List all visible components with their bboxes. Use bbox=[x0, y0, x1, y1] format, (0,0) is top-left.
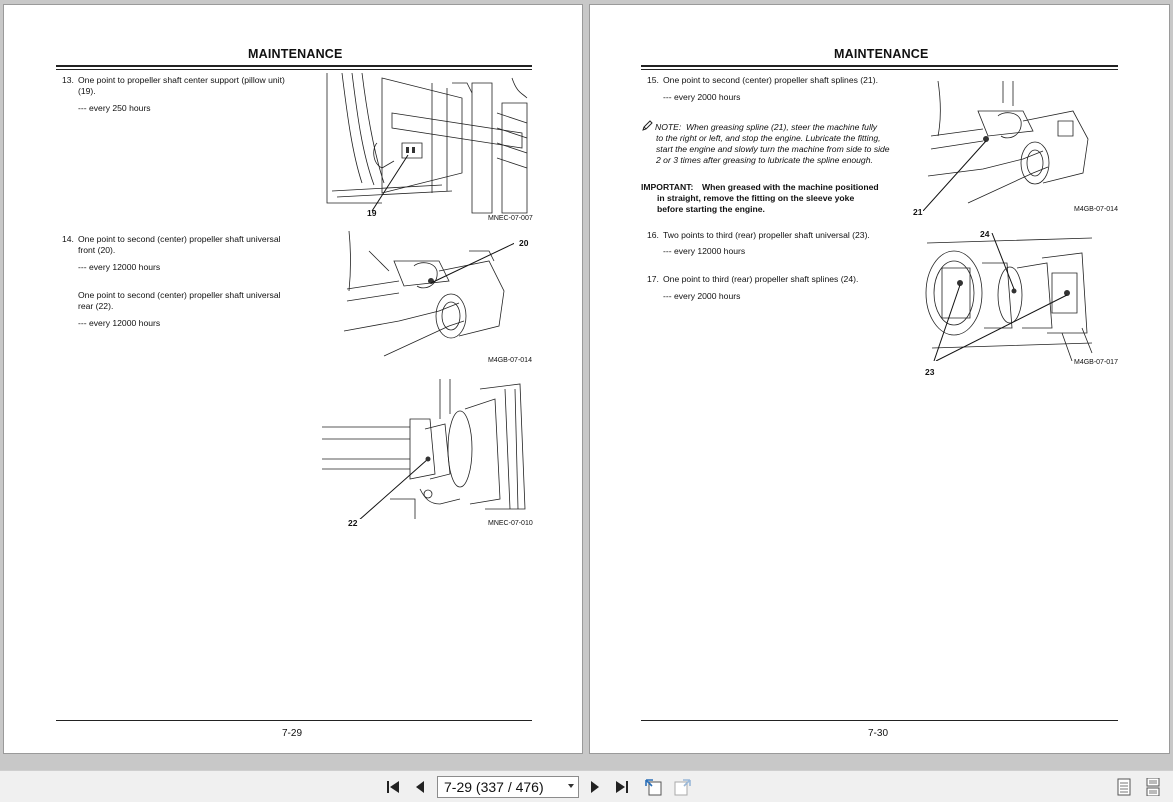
page-indicator-text: 7-29 (337 / 476) bbox=[444, 779, 544, 795]
page-header-title: MAINTENANCE bbox=[834, 47, 929, 61]
item-17-number: 17. bbox=[647, 274, 659, 284]
chevron-down-icon bbox=[568, 784, 574, 788]
figure-caption: M4GB-07-014 bbox=[488, 357, 532, 364]
header-rule-thin bbox=[641, 69, 1118, 70]
figure-rear-universal-splines-drawing bbox=[922, 233, 1097, 361]
item-16-text: Two points to third (rear) propeller shaft universal (23). bbox=[663, 230, 870, 240]
item-13-interval: --- every 250 hours bbox=[78, 103, 151, 113]
item-15-interval: --- every 2000 hours bbox=[663, 92, 741, 102]
important-text: in straight, remove the fitting on the sleeve yoke bbox=[657, 193, 855, 203]
viewer-toolbar bbox=[0, 770, 1173, 802]
continuous-view-icon[interactable] bbox=[1143, 777, 1163, 797]
header-rule-thin bbox=[56, 69, 532, 70]
last-page-icon[interactable] bbox=[612, 777, 632, 797]
item-17-text: One point to third (rear) propeller shaft splines (24). bbox=[663, 274, 859, 284]
figure-front-universal-drawing bbox=[339, 231, 514, 361]
figure-rear-universal-drawing bbox=[320, 379, 530, 519]
item-13-text: One point to propeller shaft center support (pillow unit) bbox=[78, 75, 285, 85]
figure-rear-universal bbox=[320, 379, 530, 519]
next-page-icon[interactable] bbox=[585, 777, 605, 797]
item-16-interval: --- every 12000 hours bbox=[663, 246, 746, 256]
figure-rear-universal-splines bbox=[922, 233, 1097, 361]
page-number-select[interactable] bbox=[437, 776, 579, 798]
header-rule bbox=[641, 65, 1118, 67]
item-14b-text: One point to second (center) propeller shaft universal bbox=[78, 290, 281, 300]
item-17-interval: --- every 2000 hours bbox=[663, 291, 741, 301]
item-15-number: 15. bbox=[647, 75, 659, 85]
prev-page-icon[interactable] bbox=[410, 777, 430, 797]
footer-rule bbox=[56, 720, 532, 721]
note-text: When greasing spline (21), steer the machine fully bbox=[686, 122, 878, 132]
page-header-title: MAINTENANCE bbox=[248, 47, 343, 61]
footer-rule bbox=[641, 720, 1118, 721]
item-14b-interval: --- every 12000 hours bbox=[78, 318, 161, 328]
callout-22: 22 bbox=[348, 518, 358, 528]
page-number: 7-30 bbox=[868, 728, 889, 739]
figure-caption: M4GB-07-014 bbox=[1074, 206, 1118, 213]
note-text: 2 or 3 times after greasing to lubricate the spline enough. bbox=[656, 155, 873, 165]
item-13-text-cont: (19). bbox=[78, 86, 96, 96]
item-14-number: 14. bbox=[62, 234, 74, 244]
note-pencil-icon bbox=[641, 120, 653, 132]
item-14b-text-cont: rear (22). bbox=[78, 301, 114, 311]
item-14-interval: --- every 12000 hours bbox=[78, 262, 161, 272]
figure-front-universal bbox=[339, 231, 514, 361]
callout-20: 20 bbox=[519, 238, 529, 248]
document-page-right bbox=[589, 4, 1170, 754]
figure-center-splines-drawing bbox=[923, 81, 1093, 211]
callout-24: 24 bbox=[980, 229, 990, 239]
page-number: 7-29 bbox=[282, 728, 303, 739]
back-view-icon[interactable] bbox=[643, 777, 663, 797]
important-text: When greased with the machine positioned bbox=[702, 182, 879, 192]
item-16-number: 16. bbox=[647, 230, 659, 240]
callout-21: 21 bbox=[913, 207, 923, 217]
single-page-view-icon[interactable] bbox=[1114, 777, 1134, 797]
note-text: to the right or left, and stop the engine. Lubricate the fitting, bbox=[656, 133, 881, 143]
figure-caption: MNEC-07-010 bbox=[488, 520, 533, 527]
header-rule bbox=[56, 65, 532, 67]
item-15-text: One point to second (center) propeller shaft splines (21). bbox=[663, 75, 878, 85]
forward-view-icon[interactable] bbox=[673, 777, 693, 797]
figure-pillow-unit-drawing bbox=[322, 73, 532, 223]
important-text: before starting the engine. bbox=[657, 204, 765, 214]
callout-19: 19 bbox=[367, 208, 377, 218]
item-14-text: One point to second (center) propeller shaft universal bbox=[78, 234, 281, 244]
figure-caption: M4GB-07-017 bbox=[1074, 359, 1118, 366]
note-label: NOTE: bbox=[655, 122, 682, 132]
important-label: IMPORTANT: bbox=[641, 182, 694, 192]
note-text: start the engine and slowly turn the machine from side to side bbox=[656, 144, 890, 154]
figure-caption: MNEC-07-007 bbox=[488, 215, 533, 222]
figure-center-splines bbox=[923, 81, 1093, 211]
item-14-text-cont: front (20). bbox=[78, 245, 116, 255]
figure-pillow-unit bbox=[322, 73, 532, 223]
item-13-number: 13. bbox=[62, 75, 74, 85]
document-page-left bbox=[3, 4, 583, 754]
callout-23: 23 bbox=[925, 367, 935, 377]
first-page-icon[interactable] bbox=[383, 777, 403, 797]
